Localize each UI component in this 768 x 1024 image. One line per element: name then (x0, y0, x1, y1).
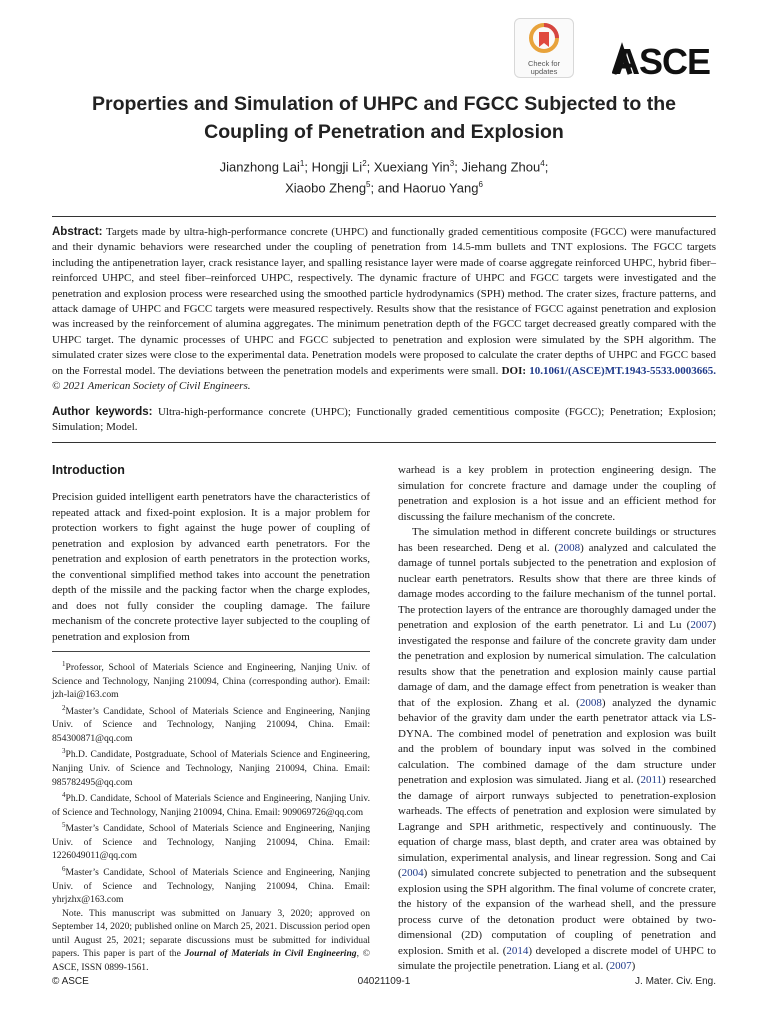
abstract-top-rule (52, 216, 716, 217)
footnotes (52, 658, 370, 974)
manuscript-note: Note. This manuscript was submitted on January 3, 2020; approved on September 14, 2020; published online on March 25, 2021. Discussion period open until August 25, 2021; separate discussions must be submitted for individual papers. This paper is part of the Journal of Materials in Civil Engineering, © ASCE, ISSN 0899-1561. (52, 907, 370, 973)
footer-journal: J. Mater. Civ. Eng. (635, 976, 716, 987)
author-sup: 4 (540, 159, 545, 168)
citation-link[interactable]: 2008 (579, 696, 602, 709)
author: Haoruo Yang (403, 180, 479, 196)
journal-name: Journal of Materials in Civil Engineering (184, 948, 357, 960)
author-sup: 2 (362, 159, 367, 168)
asce-logo (612, 40, 718, 82)
check-for-updates-badge[interactable] (514, 18, 574, 78)
paper-title: Properties and Simulation of UHPC and FGCC Subjected to the Coupling of Penetration and Explosion (92, 93, 676, 143)
doi-link[interactable]: 10.1061/(ASCE)MT.1943-5533.0003665. (529, 364, 717, 377)
citation-link[interactable]: 2004 (401, 867, 424, 879)
intro-paragraph-3: The simulation method in different concrete buildings or structures has been researched. Deng et al. (2008) analyzed and calculated the damage of tunnel portals subjected to the penetration and explosion of nuclear earth penetrators. Results show that there are three kinds of damage modes according to the failure mechanism of the tunnel portal. The protection layers of the entrance are thoroughly damaged under the penetration and explosion of the earth penetrator. Li and Lu (2007) investigated the response and failure of the concrete gravity dam under the penetration and explosion by numerical simulation. The calculation results show that the penetration and explosion mainly cause partial damage of dam, and the damage effect from penetration is weaker than that of the explosion. Zhang et al. (2008) analyzed the dynamic behavior of the gravity dam under the earth penetrator attack via LS-DYNA. The combined model of penetration and explosion was built and the problem of boundary input was solved in the combined calculation. The combined damage of the dam structure under penetration and explosion was simulated. Jiang et al. (2011) researched the damage of airport runways subjected to penetration-explosion warheads. The effects of penetration and explosion were simulated by Lagrange and SPH arithmetic, respectively and continuously. The equation of charge mass, blast depth, and crater area was obtained by simulation, experimental analysis, and linear regression. Song and Cai (2004) simulated concrete subjected to penetration and the subsequent explosion using the SPH algorithm. The final volume of concrete crater, the history of the expansion of the warhead shell, and the pressure process curve of the detonation product were obtained by two-dimensional (2D) computation of coupling of penetration and explosion. Smith et al. (2014) developed a discrete model of UHPC to simulate the projectile penetration. Liang et al. (2007) (398, 526, 717, 972)
author: Jiehang Zhou (461, 159, 541, 175)
author-sup: 3 (449, 159, 455, 168)
author: Jianzhong Lai (219, 159, 300, 175)
author: Xiaobo Zheng (285, 180, 367, 196)
author-sep: ; (304, 159, 312, 175)
footnote: $^1$Professor, School of Materials Science and Engineering, Nanjing Univ. of Science and Technology, Nanjing 210094, China (corresponding author). Email: jzh-lai@163.com (52, 660, 370, 701)
footnote: $^4$Ph.D. Candidate, School of Materials Science and Engineering, Nanjing Univ. of Science and Technology, Nanjing 210094, China. Email: 909069726@qq.com (52, 791, 370, 818)
keywords-text: Ultra-high-performance concrete (UHPC); Functionally graded cementitious composite (FGCC); Penetration; Explosion; Simulation; Model. (52, 406, 717, 434)
author-sup: 6 (478, 180, 483, 190)
intro-paragraph-1: Precision guided intelligent earth penetrators have the characteristics of repeated attack and fixed-point explosion. It is a major problem for protection workers to fight against the huge power of coupling of penetration and explosion by advanced earth penetrators. For the penetration and explosion of earth penetrators in the protection works, the conventional simplified method takes into account the penetration depth of the missile and the packing factor when the charge explodes, and does not fully consider the coupling damage. The failure mechanism of the concrete protective layer subjected to the coupling of penetration and explosion from (52, 491, 370, 643)
citation-link[interactable]: 2008 (558, 541, 581, 554)
copyright: © 2021 American Society of Civil Engineers. (52, 380, 251, 393)
abstract-bottom-rule (52, 442, 716, 443)
footnote: $^3$Ph.D. Candidate, Postgraduate, School of Materials Science and Engineering, Nanjing Univ. of Science and Technology, Nanjing 210094, China. Email: 985782495@qq.com (52, 747, 370, 788)
bookmark-icon (529, 23, 559, 55)
badge-line-1: Check for (527, 59, 561, 68)
abstract (52, 225, 716, 394)
section-heading-introduction: Introduction (52, 463, 125, 477)
citation-link[interactable]: 2007 (690, 619, 713, 631)
author-list (60, 155, 708, 198)
footnote-rule (52, 651, 370, 652)
keywords-label: Author keywords: (52, 406, 153, 418)
doi-label: DOI: (501, 364, 527, 377)
author-keywords (52, 405, 716, 436)
citation-link[interactable]: 2007 (609, 960, 632, 972)
footnote: $^2$Master’s Candidate, School of Materials Science and Engineering, Nanjing Univ. of Science and Technology, Nanjing 210094, China. Email: 854300871@qq.com (52, 703, 370, 744)
right-column (398, 463, 716, 975)
author-sep: ; (544, 159, 549, 175)
author: Hongji Li (311, 159, 363, 175)
footnote: $^5$Master’s Candidate, School of Materials Science and Engineering, Nanjing Univ. of Science and Technology, Nanjing 210094, China. Email: 1226049011@qq.com (52, 821, 370, 862)
author-sep: ; and (370, 180, 404, 196)
footnote: $^6$Master’s Candidate, School of Materials Science and Engineering, Nanjing Univ. of Science and Technology, Nanjing 210094, China. Email: yhrjzhx@163.com (52, 864, 370, 906)
author-sup: 1 (299, 159, 305, 168)
author: Xuexiang Yin (373, 159, 450, 175)
abstract-text: Targets made by ultra-high-performance concrete (UHPC) and functionally graded cementitious composite (FGCC) were manufactured and their dynamic behaviors were researched under the coupling of penetration from 14.5-mm bullets and TNT explosions. The FGCC targets including the antipenetration layer, crack resistance layer, and spalling resistance layer were made of coarse aggregate reinforced UHPC, hybrid fiber–reinforced UHPC, and steel fiber–reinforced UHPC, respectively. The dynamic fracture of UHPC and FGCC targets were investigated and the penetration and explosion process were researched using the smoothed particle hydrodynamics (SPH) method. The crater sizes, fracture patterns, and attack damage of UHPC and FGCC targets were measured respectively. Results show that the resistance of FGCC against penetration and explosion was increased by the reinforcement of alumina aggregates. The minimum penetration depth of the FGCC target decreased greatly compared with the UHPC target. The dynamic processes of UHPC and FGCC subjected to penetration and explosion were simulated by the SPH algorithm. The simulated crater sizes were close to the experimental data. Penetration models were proposed to calculate the crater depths of UHPC and FGCC based on the Forrestal model. The deviations between the penetration models and experiments were small. (52, 226, 717, 377)
footer-page-id: 04021109-1 (357, 976, 411, 987)
author-sep: ; (366, 159, 374, 175)
logo-text: ASCE (614, 41, 711, 82)
intro-paragraph-2: warhead is a key problem in protection engineering design. The simulation for concrete fracture and damage under the coupling of penetration and explosion is a hot issue and an efficient method for discussing the failure mechanism of the concrete. (398, 464, 716, 523)
author-sup: 5 (366, 180, 371, 190)
citation-link[interactable]: 2014 (506, 944, 529, 957)
left-column (52, 490, 370, 645)
abstract-label: Abstract: (52, 226, 103, 238)
badge-line-2: updates (530, 67, 558, 76)
citation-link[interactable]: 2011 (640, 774, 663, 786)
footer-left: © ASCE (52, 976, 89, 987)
author-sep: ; (454, 159, 462, 175)
